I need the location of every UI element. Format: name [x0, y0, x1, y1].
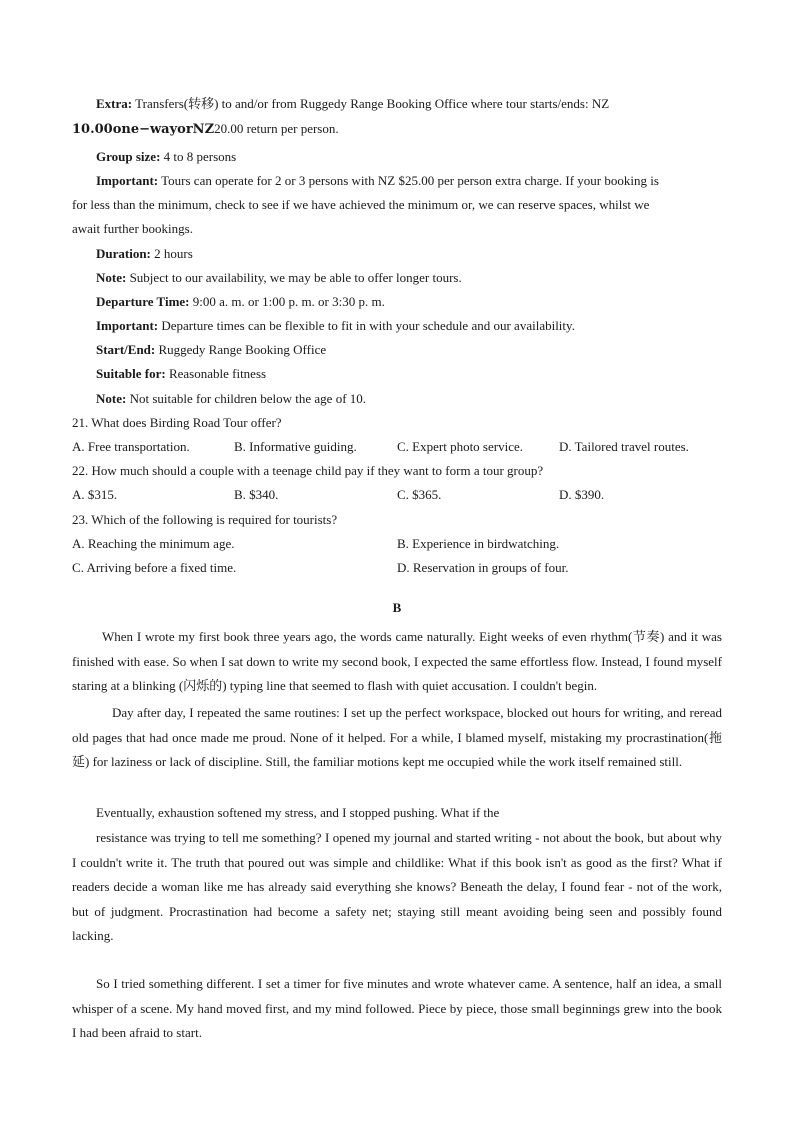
option-21-c[interactable]: C. Expert photo service.: [397, 439, 523, 454]
suitable-value: Reasonable fitness: [168, 366, 267, 381]
start-end-line: [96, 342, 326, 358]
option-21-d[interactable]: D. Tailored travel routes.: [559, 439, 689, 454]
option-21-a[interactable]: A. Free transportation.: [72, 439, 190, 454]
important-line-4: [96, 318, 575, 334]
start-end-value: Ruggedy Range Booking Office: [158, 342, 327, 357]
group-size-label: Group size:: [96, 149, 161, 164]
duration-line: [96, 246, 193, 262]
group-size-value: 4 to 8 persons: [163, 149, 237, 164]
important-text-4: Departure times can be flexible to fit in with your schedule and our availability.: [161, 318, 575, 333]
option-21-b[interactable]: B. Informative guiding.: [234, 439, 357, 454]
important-label: Important:: [96, 173, 159, 188]
important-label-2: Important:: [96, 318, 159, 333]
note-line-1: [96, 270, 462, 286]
passage-paragraph-4: resistance was trying to tell me something? I opened my journal and started writing - not about the book, but about why I couldn't write it. The truth that poured out was simple and childlike: What if this book isn't as good as the first? What if readers decide a woman like me has already said everything she knows? Beneath the delay, I found fear - not of the work, but of judgment. Procrastination had become a safety net; staying still meant avoiding being seen and possibly found lacking.: [72, 830, 722, 943]
note-text-2: Not suitable for children below the age of 10.: [129, 391, 367, 406]
important-text-1: Tours can operate for 2 or 3 persons with NZ $25.00 per person extra charge. If your booking is: [161, 173, 659, 188]
extra-label: Extra:: [96, 96, 133, 111]
option-22-c[interactable]: C. $365.: [397, 487, 442, 502]
option-22-b[interactable]: B. $340.: [234, 487, 279, 502]
departure-line: [96, 294, 385, 310]
question-22: 22. How much should a couple with a teenage child pay if they want to form a tour group?: [72, 463, 544, 478]
departure-value: 9:00 a. m. or 1:00 p. m. or 3:30 p. m.: [192, 294, 385, 309]
option-23-b[interactable]: B. Experience in birdwatching.: [397, 536, 560, 551]
option-22-a[interactable]: A. $315.: [72, 487, 118, 502]
passage-paragraph-5: So I tried something different. I set a timer for five minutes and wrote whatever came. A sentence, half an idea, a small whisper of a scene. My hand moved first, and my mind followed. Piece by piece, those small beginnings grew into the book I had been afraid to start.: [72, 976, 722, 1040]
question-21: 21. What does Birding Road Tour offer?: [72, 415, 282, 430]
section-b-heading: B: [392, 600, 402, 615]
duration-label: Duration:: [96, 246, 151, 261]
important-line-1: [96, 173, 659, 189]
option-23-c[interactable]: C. Arriving before a fixed time.: [72, 560, 237, 575]
note-line-2: [96, 391, 366, 407]
question-23: 23. Which of the following is required for tourists?: [72, 512, 338, 527]
important-line-2: [72, 197, 649, 213]
important-line-3: [72, 221, 193, 237]
passage-paragraph-1: When I wrote my first book three years ago, the words came naturally. Eight weeks of even rhythm(节奏) and it was finished with ease. So when I sat down to write my second book, I expected the same effortless flow. Instead, I found myself staring at a blinking (闪烁的) typing line that seemed to flash with quiet accusation. I couldn't begin.: [72, 629, 722, 693]
extra-math-text: 10.00one−wayorNZ: [72, 122, 215, 137]
suitable-label: Suitable for:: [96, 366, 166, 381]
passage-paragraph-3: Eventually, exhaustion softened my stress, and I stopped pushing. What if the: [96, 805, 500, 820]
note-label: Note:: [96, 270, 127, 285]
extra-line-1: [96, 96, 722, 112]
option-23-a[interactable]: A. Reaching the minimum age.: [72, 536, 235, 551]
duration-value: 2 hours: [154, 246, 193, 261]
start-end-label: Start/End:: [96, 342, 156, 357]
note-text: Subject to our availability, we may be able to offer longer tours.: [129, 270, 462, 285]
departure-label: Departure Time:: [96, 294, 190, 309]
extra-line-2: [72, 121, 339, 138]
option-23-d[interactable]: D. Reservation in groups of four.: [397, 560, 569, 575]
note-label-2: Note:: [96, 391, 127, 406]
important-text-3: await further bookings.: [72, 221, 193, 236]
option-22-d[interactable]: D. $390.: [559, 487, 605, 502]
extra-text: Transfers(转移) to and/or from Ruggedy Range Booking Office where tour starts/ends: NZ: [135, 96, 610, 111]
suitable-line: [96, 366, 266, 382]
important-text-2: for less than the minimum, check to see if we have achieved the minimum or, we can reserve spaces, whilst we: [72, 197, 650, 212]
passage-paragraph-2: Day after day, I repeated the same routines: I set up the perfect workspace, blocked out hours for writing, and reread old pages that had once made me proud. None of it helped. For a while, I blamed myself, mistaking my procrastination(拖延) for laziness or lack of discipline. Still, the familiar motions kept me occupied while the work itself remained still.: [72, 705, 722, 769]
extra-rest-text: 20.00 return per person.: [214, 121, 339, 136]
group-size-line: [96, 149, 236, 165]
